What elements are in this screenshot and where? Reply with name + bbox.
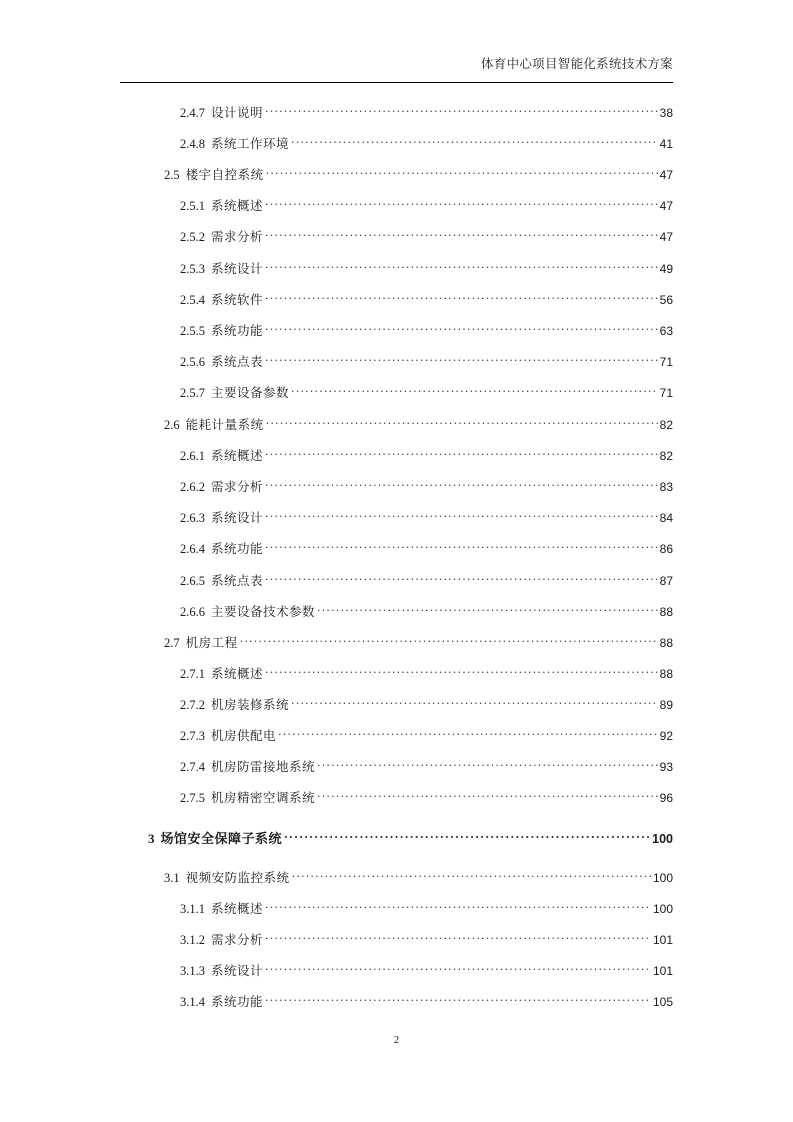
toc-entry-page: 96: [659, 791, 673, 805]
toc-entry-page: 100: [652, 871, 673, 885]
toc-entry-number: 2.7.4: [180, 760, 205, 774]
toc-entry-page: 47: [659, 199, 673, 213]
toc-entry-number: 3.1.1: [180, 902, 205, 916]
toc-entry[interactable]: [164, 633, 673, 653]
toc-entry-page: 41: [659, 137, 673, 151]
toc-entry-page: 93: [659, 760, 673, 774]
toc-entry-number: 2.4.8: [180, 137, 205, 151]
toc-entry-label: 系统设计: [211, 261, 264, 276]
toc-entry[interactable]: [180, 992, 673, 1012]
toc-entry-number: 2.6.5: [180, 574, 205, 588]
toc-entry-number: 2.4.7: [180, 106, 205, 120]
toc-entry-label: 系统功能: [211, 994, 264, 1009]
toc-entry-label: 系统功能: [211, 541, 264, 556]
toc-entry-label: 系统软件: [211, 292, 264, 307]
toc-entry[interactable]: [180, 321, 673, 341]
toc-entry[interactable]: [180, 196, 673, 216]
toc-entry-number: 3.1.3: [180, 964, 205, 978]
toc-entry[interactable]: [180, 602, 673, 622]
toc-entry-number: 2.5.1: [180, 199, 205, 213]
toc-entry-page: 49: [659, 262, 673, 276]
toc-entry-number: 2.6.6: [180, 605, 205, 619]
toc-dot-leader: [317, 789, 658, 803]
toc-entry-number: 2.5.2: [180, 230, 205, 244]
toc-dot-leader: [278, 727, 658, 741]
toc-entry-page: 83: [659, 480, 673, 494]
toc-entry-page: 87: [659, 574, 673, 588]
toc-entry-page: 84: [659, 511, 673, 525]
toc-dot-leader: [317, 603, 658, 617]
toc-entry-label: 系统概述: [211, 901, 264, 916]
toc-entry-page: 101: [652, 933, 673, 947]
toc-dot-leader: [265, 572, 658, 586]
toc-entry-label: 楼宇自控系统: [185, 167, 264, 182]
toc-entry-number: 2.5.6: [180, 355, 205, 369]
toc-entry-label: 机房精密空调系统: [211, 790, 316, 805]
toc-entry-label: 系统工作环境: [211, 136, 290, 151]
toc-entry-number: 2.5.3: [180, 262, 205, 276]
toc-entry-number: 2.7.2: [180, 698, 205, 712]
toc-dot-leader: [265, 509, 658, 523]
toc-entry-page: 100: [652, 832, 673, 846]
toc-entry-number: 2.6.4: [180, 542, 205, 556]
toc-entry-label: 系统概述: [211, 448, 264, 463]
toc-entry[interactable]: [180, 571, 673, 591]
toc-entry-page: 71: [659, 355, 673, 369]
toc-entry-page: 47: [659, 230, 673, 244]
toc-entry[interactable]: [180, 726, 673, 746]
toc-entry-page: 82: [659, 449, 673, 463]
toc-entry[interactable]: [164, 868, 673, 888]
toc-entry-label: 系统概述: [211, 198, 264, 213]
toc-entry[interactable]: [180, 134, 673, 154]
toc-entry-page: 88: [659, 667, 673, 681]
toc-entry-page: 101: [652, 964, 673, 978]
toc-entry-number: 2.7.1: [180, 667, 205, 681]
toc-entry[interactable]: [180, 757, 673, 777]
toc-entry-label: 视频安防监控系统: [185, 870, 290, 885]
toc-dot-leader: [265, 353, 658, 367]
toc-entry[interactable]: [180, 788, 673, 808]
toc-entry-label: 能耗计量系统: [185, 417, 264, 432]
toc-entry-number: 2.7.5: [180, 791, 205, 805]
toc-entry[interactable]: [180, 899, 673, 919]
toc-dot-leader: [265, 931, 651, 945]
toc-entry-page: 38: [659, 106, 673, 120]
toc-entry-page: 71: [659, 386, 673, 400]
page-number: 2: [393, 1034, 400, 1046]
toc-dot-leader: [284, 830, 650, 844]
toc-entry[interactable]: [180, 695, 673, 715]
toc-entry[interactable]: [180, 103, 673, 123]
toc-entry-label: 系统点表: [211, 354, 264, 369]
toc-entry-label: 机房工程: [185, 635, 238, 650]
toc-entry-number: 2.6: [164, 418, 180, 432]
toc-dot-leader: [240, 634, 658, 648]
toc-entry-label: 需求分析: [211, 932, 264, 947]
toc-entry-label: 系统概述: [211, 666, 264, 681]
toc-dot-leader: [265, 228, 658, 242]
toc-entry[interactable]: [180, 352, 673, 372]
toc-entry-label: 机房防雷接地系统: [211, 759, 316, 774]
toc-entry-number: 2.6.3: [180, 511, 205, 525]
toc-dot-leader: [265, 104, 658, 118]
toc-entry-number: 2.7: [164, 636, 180, 650]
toc-entry[interactable]: [180, 930, 673, 950]
header-title: 体育中心项目智能化系统技术方案: [480, 56, 673, 71]
toc-entry-label: 机房供配电: [211, 728, 277, 743]
toc-dot-leader: [317, 758, 658, 772]
toc-entry-page: 92: [659, 729, 673, 743]
toc-dot-leader: [265, 478, 658, 492]
toc-entry-number: 2.5.5: [180, 324, 205, 338]
toc-dot-leader: [265, 322, 658, 336]
toc-dot-leader: [265, 993, 651, 1007]
toc-entry-page: 56: [659, 293, 673, 307]
toc-dot-leader: [265, 197, 658, 211]
toc-entry[interactable]: [164, 415, 673, 435]
toc-entry-label: 主要设备技术参数: [211, 604, 316, 619]
toc-entry[interactable]: [164, 165, 673, 185]
toc-entry[interactable]: [180, 259, 673, 279]
toc-entry[interactable]: [148, 828, 673, 848]
toc-entry-label: 主要设备参数: [211, 385, 290, 400]
toc-entry-number: 3.1.2: [180, 933, 205, 947]
toc-entry-page: 63: [659, 324, 673, 338]
toc-entry-number: 2.6.1: [180, 449, 205, 463]
toc-entry[interactable]: [180, 227, 673, 247]
toc-entry-page: 88: [659, 605, 673, 619]
toc-entry[interactable]: [180, 383, 673, 403]
toc-entry-number: 3: [148, 831, 155, 846]
toc-dot-leader: [266, 416, 658, 430]
toc-entry-page: 100: [652, 902, 673, 916]
toc-entry-label: 系统设计: [211, 510, 264, 525]
toc-entry-page: 89: [659, 698, 673, 712]
toc-entry-label: 需求分析: [211, 229, 264, 244]
toc-entry-page: 88: [659, 636, 673, 650]
toc-entry-label: 机房装修系统: [211, 697, 290, 712]
toc-entry-label: 系统设计: [211, 963, 264, 978]
toc-entry[interactable]: [180, 961, 673, 981]
toc-entry[interactable]: [180, 664, 673, 684]
toc-dot-leader: [291, 696, 658, 710]
toc-entry-number: 2.6.2: [180, 480, 205, 494]
toc-entry[interactable]: [180, 290, 673, 310]
toc-entry-page: 105: [652, 995, 673, 1009]
toc-entry[interactable]: [180, 539, 673, 559]
toc-entry-number: 2.7.3: [180, 729, 205, 743]
toc-dot-leader: [292, 869, 651, 883]
toc-entry[interactable]: [180, 508, 673, 528]
toc-dot-leader: [266, 166, 658, 180]
toc-entry-label: 场馆安全保障子系统: [160, 832, 283, 847]
toc-dot-leader: [291, 135, 658, 149]
toc-dot-leader: [265, 962, 651, 976]
toc-entry-label: 系统功能: [211, 323, 264, 338]
toc-dot-leader: [291, 384, 658, 398]
toc-dot-leader: [265, 260, 658, 274]
toc-entry[interactable]: [180, 477, 673, 497]
toc-entry-label: 系统点表: [211, 573, 264, 588]
toc-dot-leader: [265, 291, 658, 305]
toc-entry[interactable]: [180, 446, 673, 466]
toc-entry-number: 2.5: [164, 168, 180, 182]
toc-dot-leader: [265, 540, 658, 554]
toc-entry-page: 86: [659, 542, 673, 556]
toc-entry-number: 2.5.7: [180, 386, 205, 400]
toc-dot-leader: [265, 665, 658, 679]
toc-entry-number: 2.5.4: [180, 293, 205, 307]
toc-entry-page: 82: [659, 418, 673, 432]
toc-entry-number: 3.1: [164, 871, 180, 885]
toc-entry-label: 需求分析: [211, 479, 264, 494]
toc-dot-leader: [265, 900, 651, 914]
toc-entry-page: 47: [659, 168, 673, 182]
toc-entry-number: 3.1.4: [180, 995, 205, 1009]
toc-entry-label: 设计说明: [211, 105, 264, 120]
toc-dot-leader: [265, 447, 658, 461]
